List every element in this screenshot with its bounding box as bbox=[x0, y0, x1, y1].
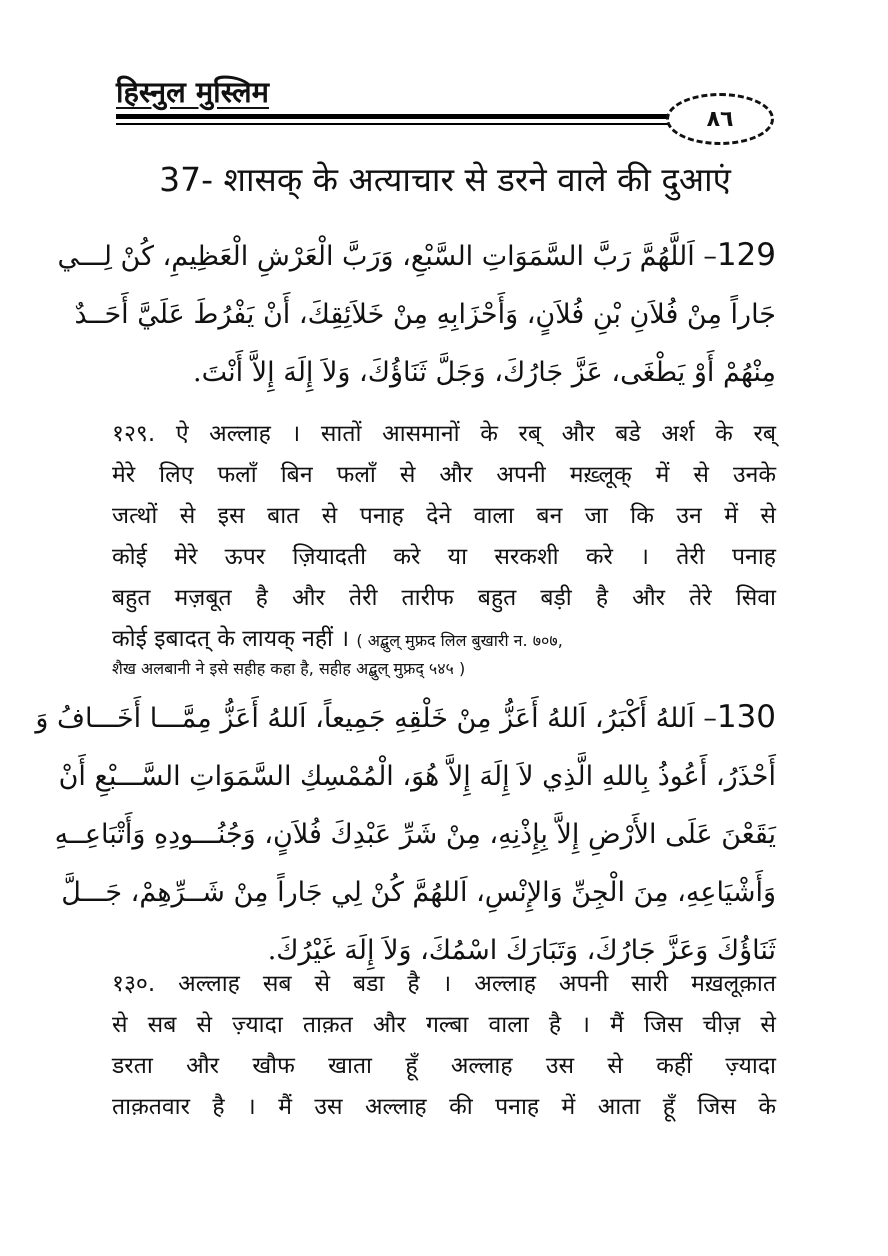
dua-number: 130 bbox=[716, 699, 776, 735]
citation-continued: शैख अलबानी ने इसे सहीह कहा है, सहीह अद्बुल् मुफ्रद् ५४५ ) bbox=[112, 659, 466, 678]
arabic-line: جَاراً مِنْ فُلاَنِ بْنِ فُلاَنٍ، وَأَحْزَابِهِ مِنْ خَلاَئِقِكَ، أَنْ يَفْرُطَ عَلَيَّ أَحَــدٌ bbox=[74, 299, 776, 330]
translation-line: मेरे लिए फलाँ बिन फलाँ से और अपनी मख़्लूक् में से उनके bbox=[112, 462, 776, 488]
translation-line: कोई इबादत् के लायक् नहीं । ( अद्बुल् मुफ्रद लिल बुखारी न. ७०७, bbox=[112, 626, 563, 652]
page-number: ٨٦ bbox=[706, 106, 734, 132]
translation-line: डरता और खौफ खाता हूँ अल्लाह उस से कहीं ज़्यादा bbox=[112, 1053, 776, 1079]
arabic-line: مِنْهُمْ أَوْ يَطْغَى، عَزَّ جَارُكَ، وَجَلَّ ثَنَاؤُكَ، وَلاَ إِلَهَ إِلاَّ أَنْتَ. bbox=[193, 357, 776, 388]
translation-line: ताक़तवार है । मैं उस अल्लाह की पनाह में आता हूँ जिस के bbox=[112, 1094, 776, 1120]
arabic-line: وَأَشْيَاعِهِ، مِنَ الْجِنِّ وَالإِنْسِ، اَللهُمَّ كُنْ لِي جَاراً مِنْ شَــرِّهِمْ، جَـــلَّ bbox=[61, 877, 776, 908]
page-number-badge bbox=[666, 93, 774, 145]
dua-129-arabic bbox=[57, 226, 776, 402]
arabic-line: 130– اَللهُ أَكْبَرُ، اَللهُ أَعَزُّ مِنْ خَلْقِهِ جَمِيعاً، اَللهُ أَعَزُّ مِمَّـــا أَخَـــافُ وَ bbox=[35, 699, 776, 735]
header-rule bbox=[116, 114, 676, 119]
citation: ( अद्बुल् मुफ्रद लिल बुखारी न. ७०७, bbox=[356, 631, 563, 650]
book-title: हिस्नुल मुस्लिम bbox=[116, 75, 269, 109]
translation-line: १२९. ऐ अल्लाह । सातों आसमानों के रब् और बडे अर्श के रब् bbox=[112, 421, 776, 447]
arabic-line: أَحْذَرُ، أَعُوذُ بِاللهِ الَّذِي لاَ إِلَهَ إِلاَّ هُوَ، الْمُمْسِكِ السَّمَوَاتِ السَّـــبْعِ أَنْ bbox=[58, 761, 776, 792]
translation-line: १३०. अल्लाह सब से बडा है । अल्लाह अपनी सारी मख़लूक़ात bbox=[112, 971, 776, 997]
dua-130-translation bbox=[112, 964, 776, 1128]
translation-line: बहुत मज़बूत है और तेरी तारीफ बहुत बड़ी है और तेरे सिवा bbox=[112, 585, 776, 611]
header-rule-thin bbox=[116, 123, 676, 125]
arabic-line: يَقَعْنَ عَلَى الأَرْضِ إِلاَّ بِإِذْنِهِ، مِنْ شَرِّ عَبْدِكَ فُلاَنٍ، وَجُنُـــودِهِ وَأَتْبَاعِــهِ bbox=[54, 819, 776, 850]
translation-line: जत्थों से इस बात से पनाह देने वाला बन जा कि उन में से bbox=[112, 503, 776, 529]
translation-line: कोई मेरे ऊपर ज़ियादती करे या सरकशी करे । तेरी पनाह bbox=[112, 544, 776, 570]
dua-129-translation bbox=[112, 414, 776, 683]
chapter-title: 37- शासक् के अत्याचार से डरने वाले की दुआएं bbox=[159, 160, 731, 199]
arabic-line: 129– اَللَّهُمَّ رَبَّ السَّمَوَاتِ السَّبْعِ، وَرَبَّ الْعَرْشِ الْعَظِيمِ، كُنْ لِـــي bbox=[57, 237, 776, 273]
dua-number: 129 bbox=[716, 237, 776, 273]
translation-line: से सब से ज़्यादा ताक़त और गल्बा वाला है । मैं जिस चीज़ से bbox=[112, 1012, 776, 1038]
dua-130-arabic bbox=[35, 688, 776, 980]
arabic-line: ثَنَاؤُكَ وَعَزَّ جَارُكَ، وَتَبَارَكَ اسْمُكَ، وَلاَ إِلَهَ غَيْرُكَ. bbox=[267, 935, 776, 966]
